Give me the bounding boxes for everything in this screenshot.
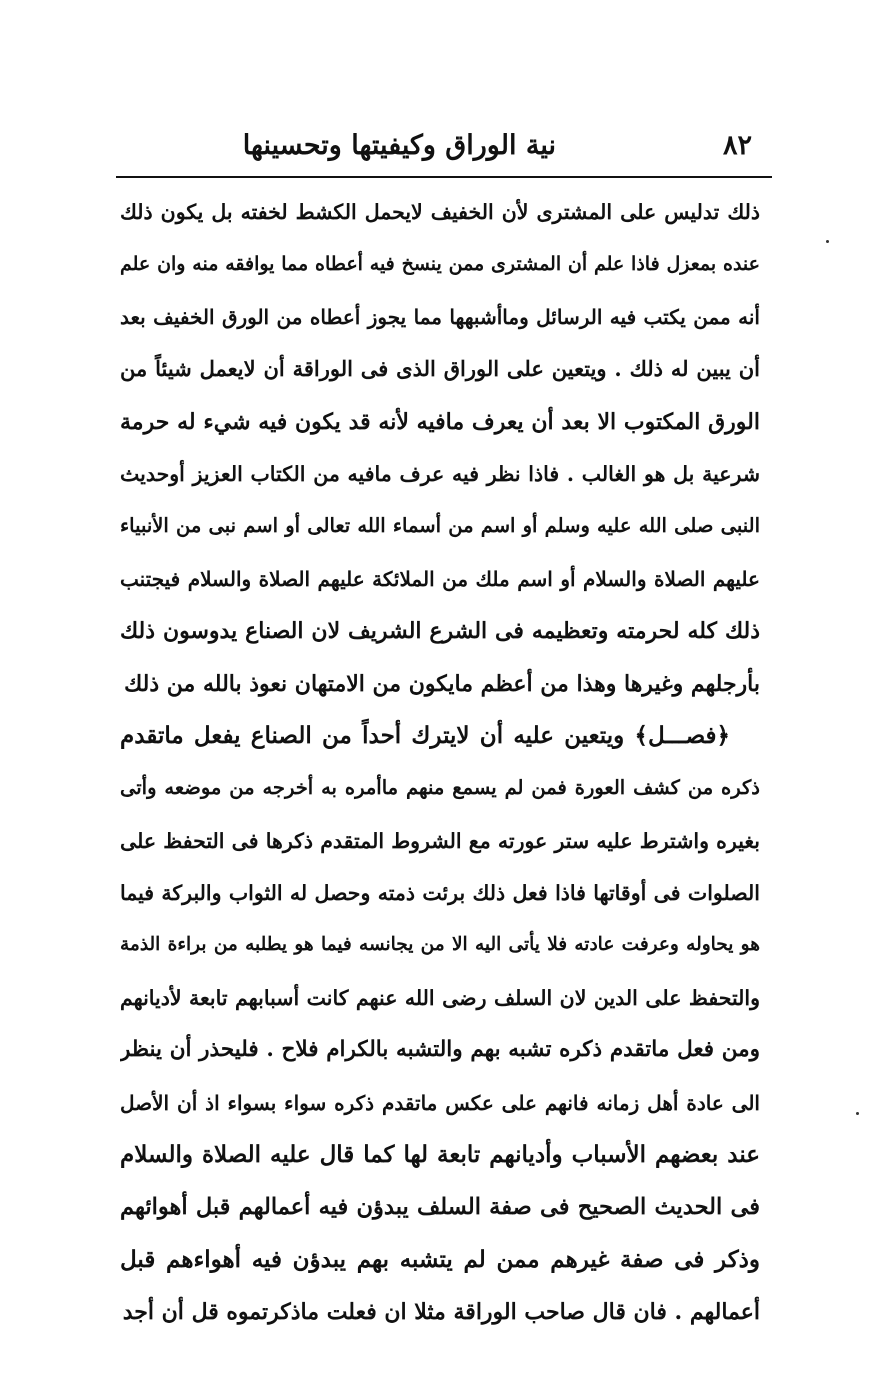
scan-speck — [826, 240, 829, 243]
text-line: بغيره واشترط عليه ستر عورته مع الشروط المتقدم ذكرها فى التحفظ على — [120, 828, 760, 853]
text-line: بأرجلهم وغيرها وهذا من أعظم مايكون من الامتهان نعوذ بالله من ذلك — [124, 670, 760, 697]
text-line: عليهم الصلاة والسلام أو اسم ملك من الملائكة عليهم الصلاة والسلام فيجتنب — [120, 566, 760, 591]
scan-speck — [856, 1112, 859, 1115]
text-line: وذكر فى صفة غيرهم ممن لم يتشبه بهم يبدؤن فيه أهواءهم قبل — [120, 1245, 760, 1273]
header-rule — [116, 176, 772, 178]
text-line: ذلك تدليس على المشترى لأن الخفيف لايحمل الكشط لخفته بل يكون ذلك — [120, 200, 760, 224]
text-line: فى الحديث الصحيح فى صفة السلف يبدؤن فيه أعمالهم قبل أهوائهم — [120, 1194, 760, 1221]
text-line: الصلوات فى أوقاتها فاذا فعل ذلك برئت ذمته وحصل له الثواب والبركة فيما — [120, 881, 760, 906]
text-line: ذكره من كشف العورة فمن لم يسمع منهم ماأمره به أخرجه من موضعه وأتى — [120, 776, 760, 800]
text-line: ومن فعل ماتقدم ذكره تشبه بهم والتشبه بالكرام فلاح . فليحذر أن ينظر — [120, 1037, 760, 1063]
text-line: الورق المكتوب الا بعد أن يعرف مافيه لأنه قد يكون فيه شيء له حرمة — [120, 408, 760, 435]
text-line: عند بعضهم الأسباب وأديانهم تابعة لها كما قال عليه الصلاة والسلام — [120, 1141, 760, 1169]
section-heading-line: ﴿فصـــل﴾ ويتعين عليه أن لايترك أحداً من الصناع يفعل ماتقدم — [120, 721, 730, 749]
text-line: الى عادة أهل زمانه فانهم على عكس ماتقدم ذكره سواء بسواء اذ أن الأصل — [120, 1090, 760, 1115]
page-number: ٨٢ — [722, 130, 752, 161]
body-text — [120, 186, 760, 1339]
text-line: والتحفظ على الدين لان السلف رضى الله عنهم كانت أسبابهم تابعة لأديانهم — [120, 985, 760, 1010]
running-title: نية الوراق وكيفيتها وتحسينها — [242, 130, 556, 161]
text-line: عنده بمعزل فاذا علم أن المشترى ممن ينسخ فيه أعطاه مما يوافقه منه وان علم — [120, 253, 760, 276]
text-line: أعمالهم . فان قال صاحب الوراقة مثلا ان فعلت ماذكرتموه قل أن أجد — [122, 1299, 760, 1326]
text-line: أن يبين له ذلك . ويتعين على الوراق الذى فى الوراقة أن لايعمل شيئاً من — [120, 356, 760, 382]
text-line: ذلك كله لحرمته وتعظيمه فى الشرع الشريف لان الصناع يدوسون ذلك — [120, 618, 760, 645]
text-line: النبى صلى الله عليه وسلم أو اسم من أسماء الله تعالى أو اسم نبى من الأنبياء — [120, 514, 760, 538]
text-line: أنه ممن يكتب فيه الرسائل وماأشبهها مما يجوز أعطاه من الورق الخفيف بعد — [120, 304, 760, 329]
text-line: شرعية بل هو الغالب . فاذا نظر فيه عرف مافيه من الكتاب العزيز أوحديث — [120, 461, 760, 486]
text-line: هو يحاوله وعرفت عادته فلا يأتى اليه الا من يجانسه فيما هو يطلبه من براءة الذمة — [120, 934, 760, 956]
page-header — [118, 128, 770, 172]
